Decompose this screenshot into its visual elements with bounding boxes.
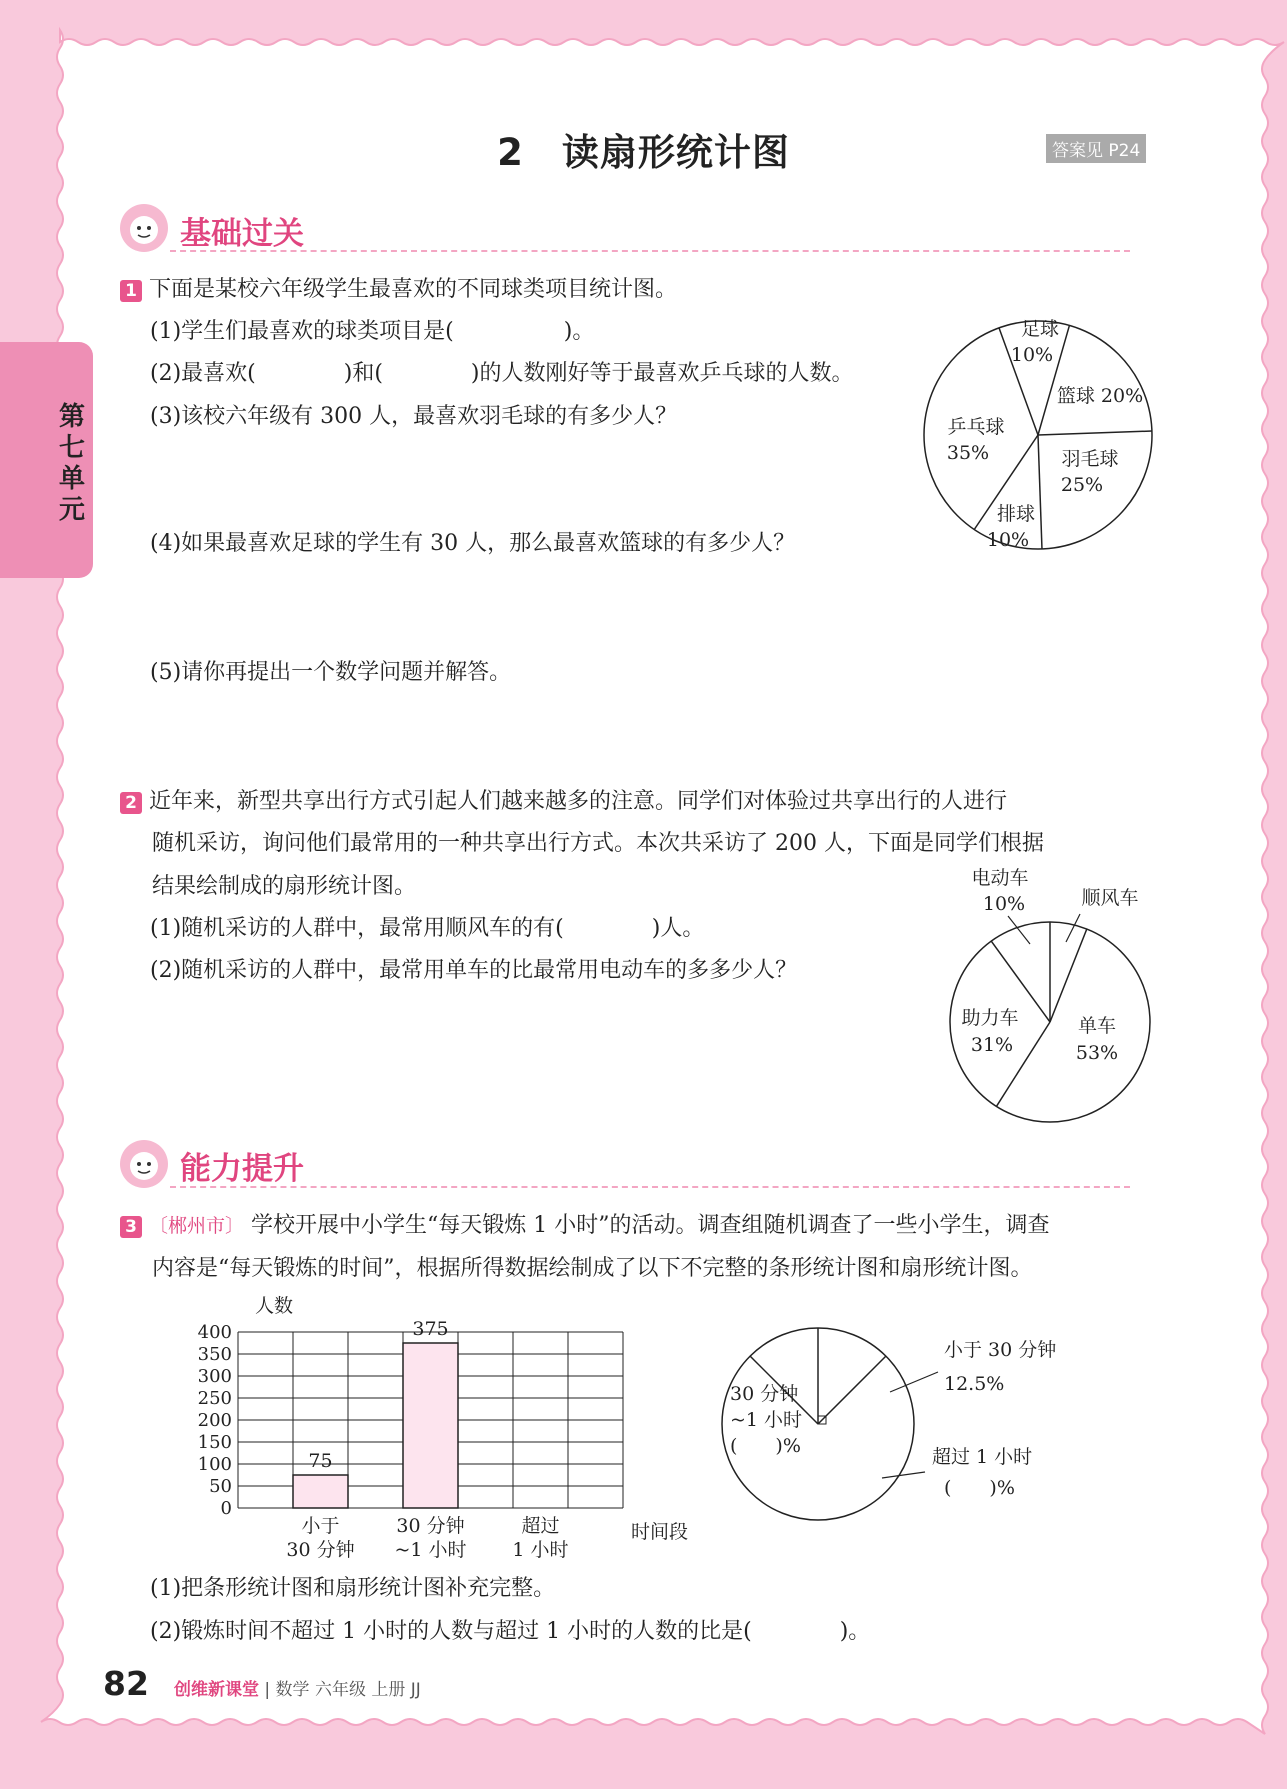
pie-slice-label: 足球 [1020, 318, 1060, 340]
pie-slice-label: 篮球 20% [1056, 385, 1144, 407]
question-3-line1 [120, 1208, 1050, 1239]
bar-value-label: 75 [308, 1450, 333, 1472]
question-2-line2: 随机采访，询问他们最常用的一种共享出行方式。本次共采访了 200 人，下面是同学们根据 [152, 831, 1044, 856]
section-divider [170, 1186, 1130, 1188]
y-tick-label: 200 [197, 1410, 232, 1431]
footer-info [174, 1675, 421, 1700]
pie-slice-label: 羽毛球 [1061, 448, 1119, 470]
y-tick-label: 100 [197, 1454, 232, 1475]
pie-slice-value: 53% [1075, 1042, 1119, 1064]
side-tab-char: 元 [58, 495, 85, 525]
question-2-text: 近年来，新型共享出行方式引起人们越来越多的注意。同学们对体验过共享出行的人进行 [149, 789, 1008, 814]
source-tag: 〔郴州市〕 [149, 1215, 245, 1237]
pie-slice-label: 排球 [996, 503, 1036, 525]
q1-sub4: (4)如果最喜欢足球的学生有 30 人，那么最喜欢篮球的有多少人？ [150, 531, 796, 556]
y-tick-label: 350 [197, 1344, 232, 1365]
page-number: 82 [103, 1664, 149, 1703]
q1-sub2: (2)最喜欢( )和( )的人数刚好等于最喜欢乒乓球的人数。 [150, 361, 854, 386]
pie-slice-label: 顺风车 [1081, 887, 1139, 909]
pie-slice-value: 10% [982, 893, 1026, 915]
section-heading-advanced: 能力提升 [180, 1151, 304, 1187]
y-tick-label: 0 [220, 1498, 232, 1519]
question-2-line3: 结果绘制成的扇形统计图。 [152, 874, 417, 899]
q3-sub2: (2)锻炼时间不超过 1 小时的人数与超过 1 小时的人数的比是( )。 [150, 1619, 871, 1644]
side-tab-char: 七 [58, 433, 85, 463]
exercise-time-bar-chart [190, 1288, 690, 1573]
bar [293, 1475, 348, 1508]
footer-brand: 创维新课堂 [174, 1680, 259, 1700]
x-tick-label: ~1 小时 [394, 1539, 467, 1561]
question-2-line1 [120, 784, 1007, 815]
pie-slice-label: 乒乓球 [947, 416, 1005, 438]
y-tick-label: 50 [209, 1476, 232, 1497]
side-tab-char: 单 [58, 464, 85, 494]
bar-value-label: 375 [412, 1318, 449, 1340]
q2-sub2: (2)随机采访的人群中，最常用单车的比最常用电动车的多多少人？ [150, 958, 798, 983]
pie-slice-value: 35% [946, 442, 990, 464]
shared-travel-pie-chart [930, 862, 1160, 1127]
pie-slice-label: 电动车 [971, 867, 1029, 889]
q2-sub1: (1)随机采访的人群中，最常用顺风车的有( )人。 [150, 916, 705, 941]
side-tab-char: 第 [58, 402, 85, 432]
section-heading-basic: 基础过关 [180, 216, 304, 252]
question-number-badge: 3 [120, 1216, 142, 1238]
x-tick-label: 30 分钟 [286, 1539, 355, 1561]
mascot-icon [118, 1138, 170, 1190]
y-tick-label: 150 [197, 1432, 232, 1453]
x-tick-label: 1 小时 [512, 1539, 569, 1561]
pie-slice-label: 单车 [1077, 1015, 1117, 1037]
question-3-text: 学校开展中小学生“每天锻炼 1 小时”的活动。调查组随机调查了一些小学生，调查 [251, 1213, 1050, 1238]
ball-sports-pie-chart [920, 315, 1160, 560]
question-3-line2: 内容是“每天锻炼的时间”，根据所得数据绘制成了以下不完整的条形统计图和扇形统计图。 [152, 1256, 1033, 1281]
q1-sub1: (1)学生们最喜欢的球类项目是( )。 [150, 319, 595, 344]
pie-slice-value: 10% [1010, 344, 1054, 366]
question-number-badge: 1 [120, 280, 142, 302]
pie-slice-value: ( )% [730, 1435, 801, 1457]
pie-slice-value: 31% [970, 1034, 1014, 1056]
exercise-time-pie-chart [720, 1320, 1080, 1530]
pie-slice-label: 助力车 [961, 1007, 1019, 1029]
q1-sub5: (5)请你再提出一个数学问题并解答。 [150, 660, 512, 685]
pie-slice-label: ~1 小时 [730, 1409, 803, 1431]
x-axis-label: 时间段 [631, 1521, 689, 1543]
mascot-icon [118, 202, 170, 254]
y-tick-label: 250 [197, 1388, 232, 1409]
section-divider [170, 250, 1130, 252]
x-tick-label: 小于 [301, 1515, 340, 1537]
pie-slice-value: 25% [1060, 474, 1104, 496]
question-1-stem [120, 272, 677, 303]
question-number-badge: 2 [120, 792, 142, 814]
footer-meta: | 数学 六年级 上册 JJ [264, 1680, 421, 1700]
pie-slice-label: 小于 30 分钟 [944, 1339, 1057, 1361]
answer-reference-badge: 答案见 P24 [1046, 134, 1146, 163]
pie-slice-label: 超过 1 小时 [932, 1446, 1033, 1468]
q3-sub1: (1)把条形统计图和扇形统计图补充完整。 [150, 1576, 556, 1601]
y-tick-label: 300 [197, 1366, 232, 1387]
q1-sub3: (3)该校六年级有 300 人，最喜欢羽毛球的有多少人？ [150, 404, 678, 429]
bar [403, 1343, 458, 1508]
x-tick-label: 超过 [521, 1515, 560, 1537]
pie-slice-value: 10% [986, 529, 1030, 551]
pie-slice-value: ( )% [944, 1477, 1015, 1499]
pie-slice-value: 12.5% [944, 1373, 1005, 1395]
y-axis-label: 人数 [254, 1295, 294, 1317]
unit-side-label [54, 402, 90, 526]
pie-slice-label: 30 分钟 [730, 1383, 799, 1405]
page-title: 2 读扇形统计图 [497, 131, 790, 174]
y-tick-label: 400 [197, 1322, 232, 1343]
x-tick-label: 30 分钟 [396, 1515, 465, 1537]
question-1-text: 下面是某校六年级学生最喜欢的不同球类项目统计图。 [149, 277, 678, 302]
